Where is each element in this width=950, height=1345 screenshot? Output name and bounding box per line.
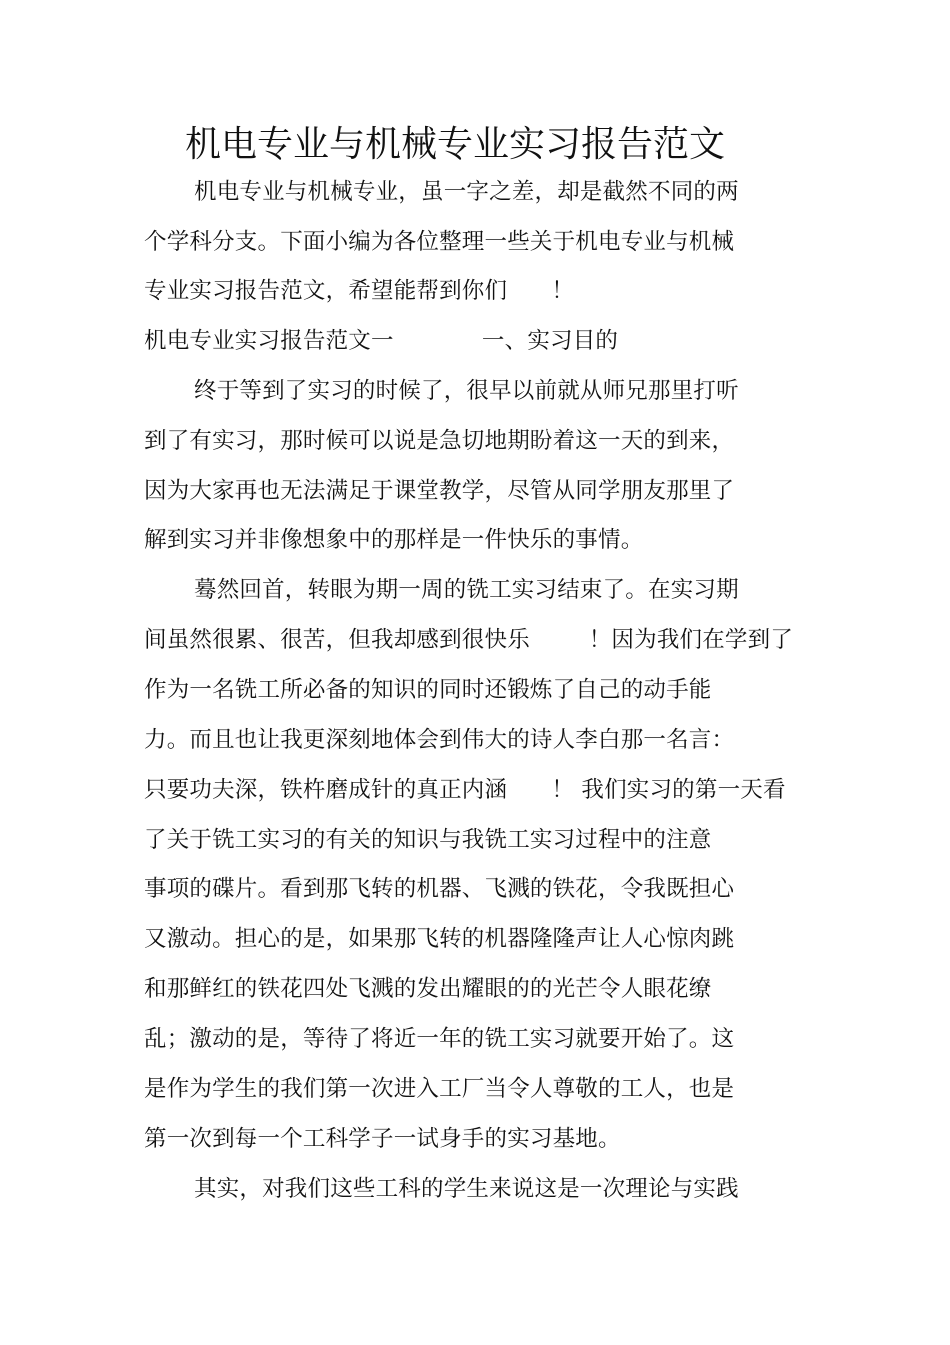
paragraph-line: 机电专业与机械专业，虽一字之差，却是截然不同的两 xyxy=(194,179,739,205)
paragraph-line: 解到实习并非像想象中的那样是一件快乐的事情。 xyxy=(144,527,644,553)
document-title: 机电专业与机械专业实习报告范文 xyxy=(184,124,725,165)
paragraph-line: 个学科分支。下面小编为各位整理一些关于机电专业与机械 xyxy=(144,229,735,255)
paragraph-line: 力。而且也让我更深刻地体会到伟大的诗人李白那一名言： xyxy=(144,727,735,753)
paragraph-line: 只要功夫深，铁杵磨成针的真正内涵 ！ 我们实习的第一天看 xyxy=(144,777,786,803)
paragraph-line: 了关于铣工实习的有关的知识与我铣工实习过程中的注意 xyxy=(144,827,712,853)
paragraph-line: 又激动。担心的是，如果那飞转的机器隆隆声让人心惊肉跳 xyxy=(144,926,735,952)
paragraph-line: 终于等到了实习的时候了，很早以前就从师兄那里打听 xyxy=(194,378,739,404)
paragraph-line: 专业实习报告范文，希望能帮到你们 ！ xyxy=(144,278,575,304)
paragraph-line: 作为一名铣工所必备的知识的同时还锻炼了自己的动手能 xyxy=(144,677,712,703)
paragraph-line: 和那鲜红的铁花四处飞溅的发出耀眼的的光芒令人眼花缭 xyxy=(144,976,712,1002)
paragraph-line: 其实，对我们这些工科的学生来说这是一次理论与实践 xyxy=(194,1176,739,1202)
section-heading: 机电专业实习报告范文一 一、实习目的 xyxy=(144,328,619,354)
paragraph-line: 乱；激动的是，等待了将近一年的铣工实习就要开始了。这 xyxy=(144,1026,735,1052)
paragraph-line: 第一次到每一个工科学子一试身手的实习基地。 xyxy=(144,1126,621,1152)
paragraph-line: 蓦然回首，转眼为期一周的铣工实习结束了。在实习期 xyxy=(194,577,739,603)
paragraph-line: 是作为学生的我们第一次进入工厂当令人尊敬的工人，也是 xyxy=(144,1076,735,1102)
paragraph-line: 到了有实习，那时候可以说是急切地期盼着这一天的到来， xyxy=(144,428,735,454)
paragraph-line: 间虽然很累、很苦，但我却感到很快乐 ！因为我们在学到了 xyxy=(144,627,794,653)
paragraph-line: 因为大家再也无法满足于课堂教学，尽管从同学朋友那里了 xyxy=(144,478,735,504)
paragraph-line: 事项的碟片。看到那飞转的机器、飞溅的铁花，令我既担心 xyxy=(144,876,735,902)
